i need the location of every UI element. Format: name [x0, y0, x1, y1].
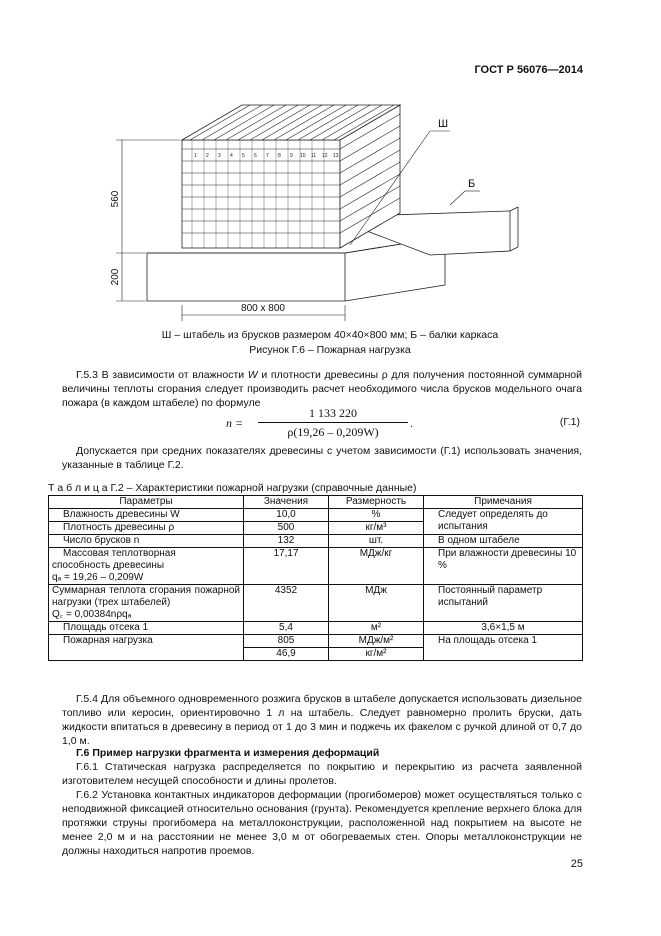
- col-notes: Примечания: [424, 496, 583, 509]
- formula-lhs: n =: [226, 416, 244, 430]
- paragraph-g53: Г.5.3 В зависимости от влажности W и плотности древесины ρ для получения постоянной суммарной величины теплоты сгорания следует производить расчет необходимого числа брусков модельного очага пожара (в каждом штабеле) по формуле: [62, 369, 582, 409]
- stick-number: 6: [254, 153, 257, 159]
- stick-number: 13: [333, 153, 339, 159]
- figure-caption-title: Рисунок Г.6 – Пожарная нагрузка: [249, 344, 411, 356]
- stick-number: 11: [311, 153, 317, 159]
- formula-denominator: ρ(19,26 – 0,209W): [287, 425, 379, 439]
- table-header-row: [49, 496, 583, 509]
- col-params: Параметры: [49, 496, 244, 509]
- fire-load-table: [48, 495, 583, 661]
- table-row: Массовая теплотворная способность древесины qₐ = 19,26 – 0,209W 17,17 МДж/кг При влажности древесины 10 %: [49, 548, 583, 585]
- label-beam: Б: [468, 178, 476, 190]
- dim-height-stack: 560: [110, 190, 121, 208]
- section-heading-g6: Г.6 Пример нагрузки фрагмента и измерения деформаций: [76, 747, 380, 759]
- table-row: Суммарная теплота сгорания пожарной нагрузки (трех штабелей) Q꜀ = 0,00384nρqₐ 4352 МДж Постоянный параметр испытаний: [49, 585, 583, 622]
- label-stack: Ш: [438, 118, 449, 130]
- table-title: Т а б л и ц а Г.2 – Характеристики пожарной нагрузки (справочные данные): [48, 482, 417, 494]
- standard-header: ГОСТ Р 56076—2014: [474, 64, 583, 76]
- stick-number: 9: [290, 153, 293, 159]
- formula-g1: [80, 406, 580, 442]
- stick-number: 12: [322, 153, 328, 159]
- stick-number: 7: [266, 153, 269, 159]
- dim-width: 800 x 800: [241, 303, 285, 314]
- col-units: Размерность: [329, 496, 424, 509]
- stick-number: 1: [194, 153, 197, 159]
- page-number: 25: [570, 858, 583, 870]
- stick-number: 5: [242, 153, 245, 159]
- table-row: Пожарная нагрузка 805 МДж/м² На площадь отсека 1: [49, 635, 583, 648]
- formula-numerator: 1 133 220: [258, 406, 408, 423]
- dim-height-beam: 200: [110, 268, 121, 286]
- stick-number: 8: [278, 153, 281, 159]
- paragraph-g62: Г.6.2 Установка контактных индикаторов деформации (прогибомеров) может осуществляться только с неподвижной фиксацией относительно основания (грунта). Рекомендуется крепление верхнего блока для протяжки струны прогибомера на металлоконструкции, расположенной над покрытием на высоте не менее 2,0 м и на расстоянии не менее 3,0 м от обогреваемых стен. Опоры металлоконструкции не должны находиться напротив проемов.: [62, 789, 582, 857]
- formula-end: .: [410, 416, 413, 430]
- table-row: Влажность древесины W 10,0 % Следует определять до испытания: [49, 509, 583, 522]
- fire-load-figure: [100, 95, 520, 327]
- paragraph-g54: Г.5.4 Для объемного одновременного розжига брусков в штабеле допускается использовать дизельное топливо или керосин, ориентировочно 1 л на штабель. Следует равномерно пролить бруски, дать жидкости впитаться в древесину в период от 1 до 3 мин и поджечь их факелом с ручкой длиной от 0,7 до 1,0 м.: [62, 693, 582, 747]
- table-row: Число брусков n 132 шт. В одном штабеле: [49, 535, 583, 548]
- formula-number: (Г.1): [559, 416, 580, 428]
- stick-number: 3: [218, 153, 221, 159]
- paragraph-g61: Г.6.1 Статическая нагрузка распределяется по покрытию и перекрытию из расчета заявленной изготовителем несущей способности и длины пролетов.: [62, 761, 582, 787]
- stick-number: 2: [206, 153, 209, 159]
- stick-number: 10: [300, 153, 306, 159]
- table-row: Плотность древесины ρ 500 кг/м³: [49, 522, 583, 535]
- table-row: Площадь отсека 1 5,4 м² 3,6×1,5 м: [49, 622, 583, 635]
- figure-caption-legend: Ш – штабель из брусков размером 40×40×800 мм; Б – балки каркаса: [161, 329, 499, 341]
- col-values: Значения: [244, 496, 329, 509]
- paragraph-allowed: Допускается при средних показателях древесины с учетом зависимости (Г.1) использовать значения, указанные в таблице Г.2.: [62, 445, 582, 471]
- table-row: 46,9 кг/м²: [49, 648, 583, 661]
- stick-number: 4: [230, 153, 233, 159]
